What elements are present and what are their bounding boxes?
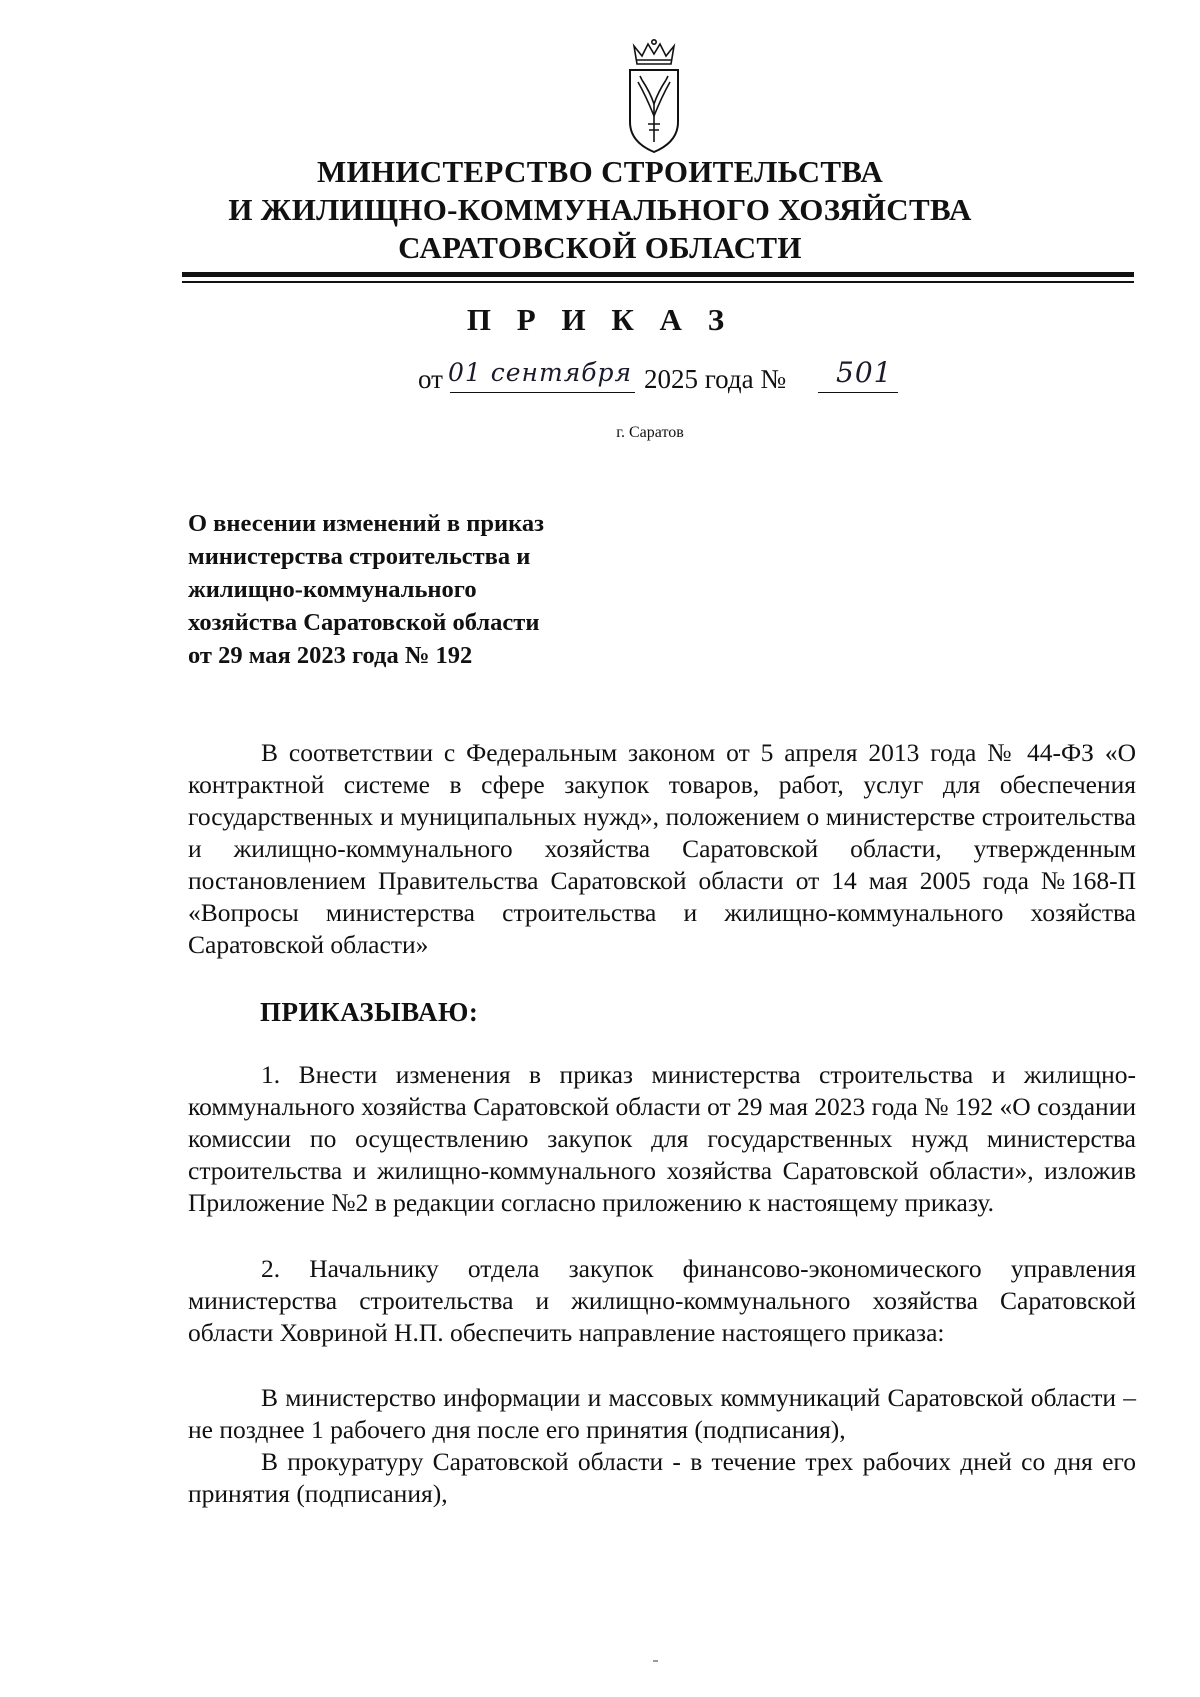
letterhead-divider-thick xyxy=(182,272,1134,277)
document-type: П Р И К А З xyxy=(466,302,734,337)
title-line-4: хозяйства Саратовской области xyxy=(188,609,540,636)
ministry-line-1: МИНИСТЕРСТВО СТРОИТЕЛЬСТВА xyxy=(316,154,884,189)
title-line-3: жилищно-коммунального xyxy=(188,576,477,603)
ministry-name xyxy=(150,153,1050,267)
title-line-2: министерства строительства и xyxy=(188,543,531,570)
item-2b-paragraph: В прокуратуру Саратовской области - в течение трех рабочих дней со дня его принятия (подписания), xyxy=(188,1447,1136,1508)
coat-of-arms-icon xyxy=(622,38,686,156)
decree-heading: ПРИКАЗЫВАЮ: xyxy=(260,997,479,1027)
handwritten-number: 501 xyxy=(836,356,893,389)
title-line-5: от 29 мая 2023 года № 192 xyxy=(188,642,473,669)
ministry-line-2: И ЖИЛИЩНО-КОММУНАЛЬНОГО ХОЗЯЙСТВА xyxy=(228,192,972,227)
order-title xyxy=(188,507,628,672)
date-number-line xyxy=(418,356,918,398)
preamble-paragraph: В соответствии с Федеральным законом от 5 апреля 2013 года № 44-ФЗ «О контрактной системе в сфере закупок товаров, работ, услуг для обеспечения государственных и муниципальных нужд», положением о министерстве строительства и жилищно-коммунального хозяйства Саратовской области, утвержденным постановлением Правительства Саратовской области от 14 мая 2005 года №168-П «Вопросы министерства строительства и жилищно-коммунального хозяйства Саратовской области» xyxy=(188,738,1136,959)
scan-speck xyxy=(653,1660,658,1662)
letterhead-divider-thin xyxy=(182,281,1134,283)
item-1-paragraph: 1. Внести изменения в приказ министерства строительства и жилищно-коммунального хозяйства Саратовской области от 29 мая 2023 года № 192 «О создании комиссии по осуществлению закупок для государственных нужд министерства строительства и жилищно-коммунального хозяйства Саратовской области», изложив Приложение №2 в редакции согласно приложению к настоящему приказу. xyxy=(188,1060,1136,1217)
title-line-1: О внесении изменений в приказ xyxy=(188,510,544,537)
ministry-line-3: САРАТОВСКОЙ ОБЛАСТИ xyxy=(398,230,802,265)
city: г. Саратов xyxy=(616,424,684,441)
year-number-label: 2025 года № xyxy=(644,364,787,394)
date-prefix: от xyxy=(418,364,443,394)
handwritten-date: 01 сентября xyxy=(448,358,633,387)
item-2a-paragraph: В министерство информации и массовых коммуникаций Саратовской области – не позднее 1 рабочего дня после его принятия (подписания), xyxy=(188,1383,1136,1444)
item-2-paragraph: 2. Начальнику отдела закупок финансово-экономического управления министерства строительства и жилищно-коммунального хозяйства Саратовской области Ховриной Н.П. обеспечить направление настоящего приказа: xyxy=(188,1254,1136,1347)
